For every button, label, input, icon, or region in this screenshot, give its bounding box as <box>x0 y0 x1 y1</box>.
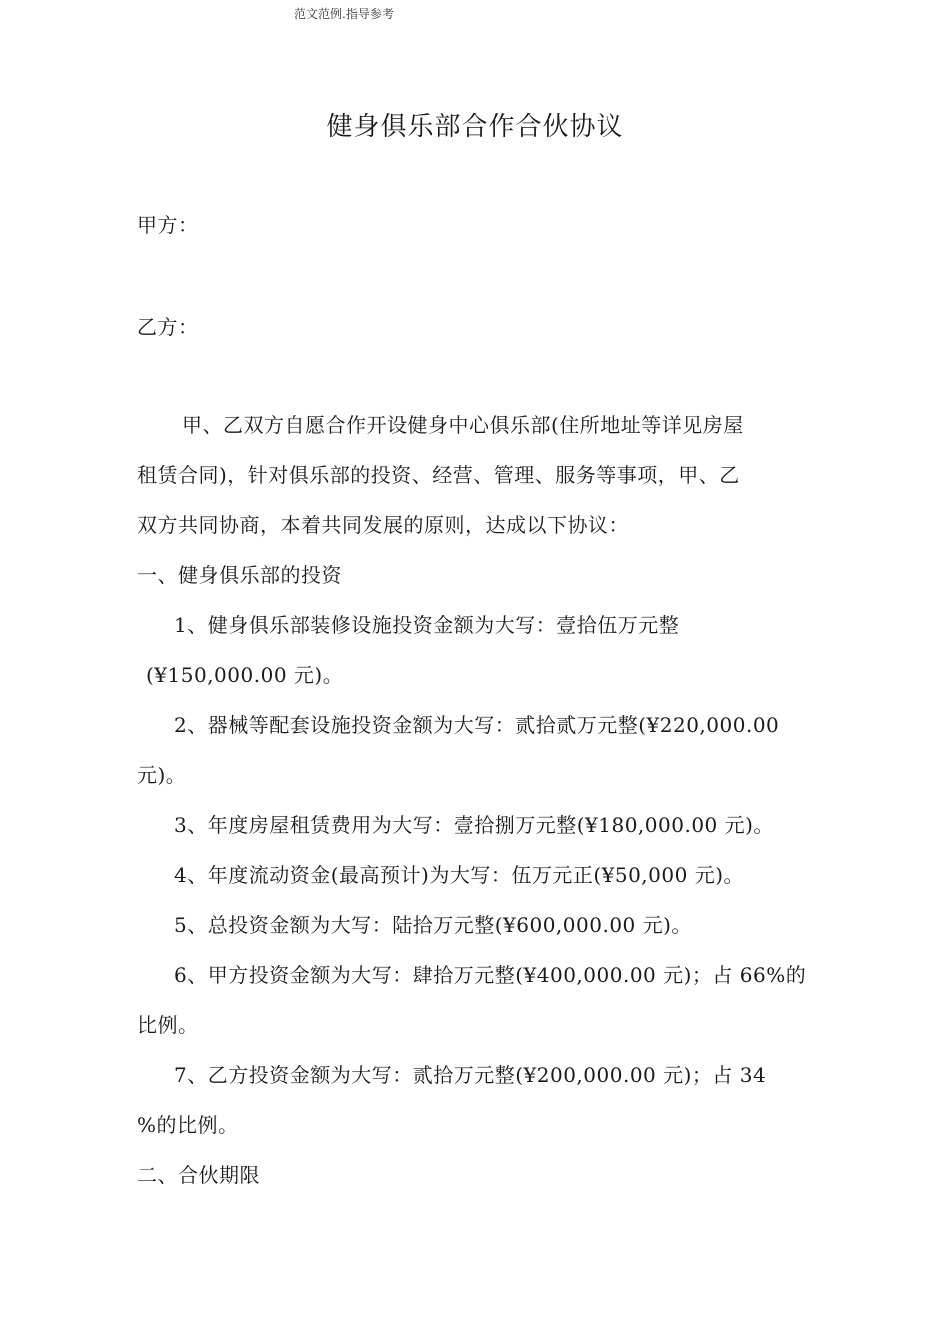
item-7-line-2: %的比例。 <box>137 1113 239 1137</box>
document-title: 健身俱乐部合作合伙协议 <box>326 112 624 142</box>
item-2-line-1: 2、器械等配套设施投资金额为大写：贰拾贰万元整(¥220,000.00 <box>174 713 780 737</box>
intro-line-3: 双方共同协商，本着共同发展的原则，达成以下协议： <box>137 513 629 537</box>
item-6-line-1: 6、甲方投资金额为大写：肆拾万元整(¥400,000.00 元)；占 66%的 <box>174 963 807 987</box>
intro-line-2: 租赁合同)，针对俱乐部的投资、经营、管理、服务等事项，甲、乙 <box>137 463 740 487</box>
intro-line-1: 甲、乙双方自愿合作开设健身中心俱乐部(住所地址等详见房屋 <box>182 413 744 437</box>
item-5: 5、总投资金额为大写：陆拾万元整(¥600,000.00 元)。 <box>174 913 692 937</box>
item-3: 3、年度房屋租赁费用为大写：壹拾捌万元整(¥180,000.00 元)。 <box>174 813 774 837</box>
header-note: 范文范例.指导参考 <box>294 7 394 21</box>
item-2-line-2: 元)。 <box>137 763 187 787</box>
item-4: 4、年度流动资金(最高预计)为大写：伍万元正(¥50,000 元)。 <box>174 863 744 887</box>
section-1-heading: 一、健身俱乐部的投资 <box>137 563 342 587</box>
party-a-label: 甲方： <box>137 213 199 237</box>
item-1-line-2: (¥150,000.00 元)。 <box>146 663 344 687</box>
party-b-label: 乙方： <box>137 315 199 339</box>
item-1-line-1: 1、健身俱乐部装修设施投资金额为大写：壹拾伍万元整 <box>174 613 680 637</box>
section-2-heading: 二、合伙期限 <box>137 1163 260 1187</box>
item-7-line-1: 7、乙方投资金额为大写：贰拾万元整(¥200,000.00 元)；占 34 <box>174 1063 767 1087</box>
item-6-line-2: 比例。 <box>137 1013 199 1037</box>
